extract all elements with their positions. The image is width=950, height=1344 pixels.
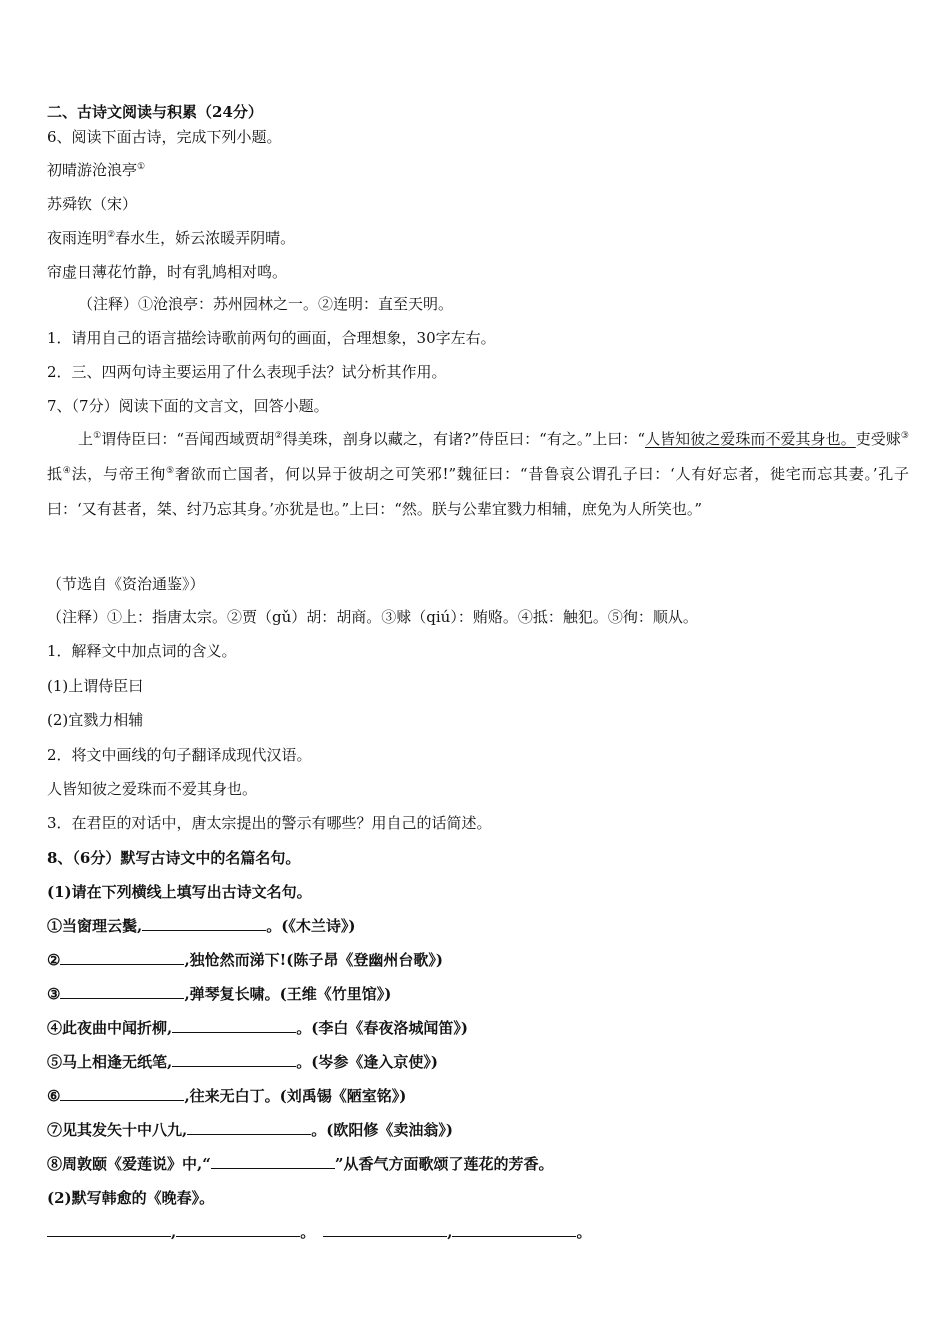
q6-poem-title: [47, 160, 145, 180]
poem-title-text: 初晴游沧浪亭: [47, 161, 138, 179]
q6-notes: （注释）①沧浪亭：苏州园林之一。②连明：直至天明。: [78, 295, 454, 313]
answer-blank[interactable]: [60, 984, 184, 999]
passage-note-2: ②: [274, 431, 283, 441]
passage-note-1: ①: [93, 431, 102, 441]
answer-blank[interactable]: [47, 1222, 171, 1237]
answer-blank[interactable]: [452, 1222, 576, 1237]
passage-text: 谓侍臣曰：“吾闻西域贾胡: [101, 430, 275, 448]
q6-poem-line-2: 帘虚日薄花竹静，时有乳鸠相对鸣。: [47, 263, 288, 281]
poem-line-1-note: ②: [107, 230, 116, 240]
poem-title-note: ①: [137, 162, 146, 172]
q8-part2: (2)默写韩愈的《晚春》。: [47, 1189, 215, 1207]
separator: ,: [447, 1223, 453, 1241]
answer-blank[interactable]: [176, 1222, 300, 1237]
answer-blank[interactable]: [187, 1120, 311, 1135]
q8-item-3: [47, 984, 391, 1004]
passage-text: 上: [78, 430, 94, 448]
section-title: 二、古诗文阅读与积累（24分）: [47, 103, 263, 121]
q8-item-6: [47, 1086, 406, 1106]
item-text: 。(《木兰诗》): [266, 917, 356, 935]
q7-passage: [47, 422, 909, 527]
answer-blank[interactable]: [60, 1086, 184, 1101]
q7-sub1-b: (2)宜戮力相辅: [47, 711, 144, 729]
poem-line-1a: 夜雨连明: [47, 229, 108, 247]
q8-part2-blanks: [47, 1222, 592, 1242]
q8-item-1: [47, 916, 355, 936]
q7-sub1-a: (1)上谓侍臣曰: [47, 677, 144, 695]
passage-text: 得美珠，剖身以藏之，有诸?”侍臣曰：“有之。”上曰：“: [282, 430, 646, 448]
item-text: 。(李白《春夜洛城闻笛》): [296, 1019, 468, 1037]
item-text: ,往来无白丁。(刘禹锡《陋室铭》): [184, 1087, 407, 1105]
q8-item-7: [47, 1120, 453, 1140]
q6-sub2: 2．三、四两句诗主要运用了什么表现手法？试分析其作用。: [47, 363, 447, 381]
q7-stem: 7、（7分）阅读下面的文言文，回答小题。: [47, 397, 329, 415]
answer-blank[interactable]: [323, 1222, 447, 1237]
q7-sub3: 3．在君臣的对话中，唐太宗提出的警示有哪些？用自己的话简述。: [47, 814, 492, 832]
answer-blank[interactable]: [60, 950, 184, 965]
passage-text: 奢欲而亡国者，何以异于彼胡之可笑邪!”魏征曰：“昔鲁哀公谓孔子曰：‘人有好忘者，徙宅而忘其妻。’孔子曰：‘又有甚者，桀、纣乃忘其身。’亦犹是也。”上曰：“然。朕与公辈宜戮力相辅，庶免为人所笑也。”: [47, 465, 909, 518]
q8-item-4: [47, 1018, 468, 1038]
item-text: ③: [47, 985, 61, 1003]
q7-notes: （注释）①上：指唐太宗。②贾（gǔ）胡：胡商。③赇（qiú）：贿赂。④抵：触犯。⑤徇：顺从。: [47, 608, 698, 626]
item-text: 。(岑参《逢入京使》): [296, 1053, 438, 1071]
separator: 。: [576, 1223, 592, 1241]
passage-note-4: ④: [62, 466, 72, 476]
q7-source: （节选自《资治通鉴》）: [47, 575, 205, 593]
answer-blank[interactable]: [172, 1018, 296, 1033]
passage-text: 吏受赇: [855, 430, 901, 448]
q7-sub2: 2．将文中画线的句子翻译成现代汉语。: [47, 746, 312, 764]
answer-blank[interactable]: [172, 1052, 296, 1067]
passage-note-3: ③: [900, 431, 909, 441]
item-text: ,独怆然而涕下!(陈子昂《登幽州台歌》): [184, 951, 443, 969]
separator: ,: [171, 1223, 177, 1241]
poem-line-1b: 春水生，娇云浓暖弄阴晴。: [115, 229, 296, 247]
q6-author: 苏舜钦（宋）: [47, 195, 138, 213]
item-text: ②: [47, 951, 61, 969]
q8-item-8: [47, 1154, 554, 1174]
q6-poem-line-1: [47, 228, 295, 248]
q8-part1: (1)请在下列横线上填写出古诗文名句。: [47, 883, 312, 901]
answer-blank[interactable]: [142, 916, 266, 931]
item-text: ⑤马上相逢无纸笔,: [47, 1053, 173, 1071]
q8-item-2: [47, 950, 443, 970]
item-text: ”从香气方面歌颂了莲花的芳香。: [334, 1155, 554, 1173]
q8-item-5: [47, 1052, 438, 1072]
q7-sub1: 1．解释文中加点词的含义。: [47, 642, 237, 660]
item-text: ①当窗理云鬓,: [47, 917, 143, 935]
item-text: ⑥: [47, 1087, 61, 1105]
item-text: 。(欧阳修《卖油翁》): [311, 1121, 453, 1139]
item-text: ⑦见其发矢十中八九,: [47, 1121, 188, 1139]
item-text: ⑧周敦颐《爱莲说》中,“: [47, 1155, 211, 1173]
q6-stem: 6、阅读下面古诗，完成下列小题。: [47, 128, 282, 146]
item-text: ④此夜曲中闻折柳,: [47, 1019, 173, 1037]
q8-stem: 8、（6分）默写古诗文中的名篇名句。: [47, 849, 301, 867]
q7-sub2-text: 人皆知彼之爱珠而不爱其身也。: [47, 780, 258, 798]
underlined-sentence: 人皆知彼之爱珠而不爱其身也。: [645, 430, 856, 448]
separator: 。: [300, 1223, 316, 1241]
passage-text: 抵: [47, 465, 63, 483]
passage-text: 法，与帝王徇: [71, 465, 167, 483]
q6-sub1: 1．请用自己的语言描绘诗歌前两句的画面，合理想象，30字左右。: [47, 329, 496, 347]
item-text: ,弹琴复长啸。(王维《竹里馆》): [184, 985, 392, 1003]
answer-blank[interactable]: [211, 1154, 335, 1169]
passage-note-5: ⑤: [166, 466, 175, 476]
